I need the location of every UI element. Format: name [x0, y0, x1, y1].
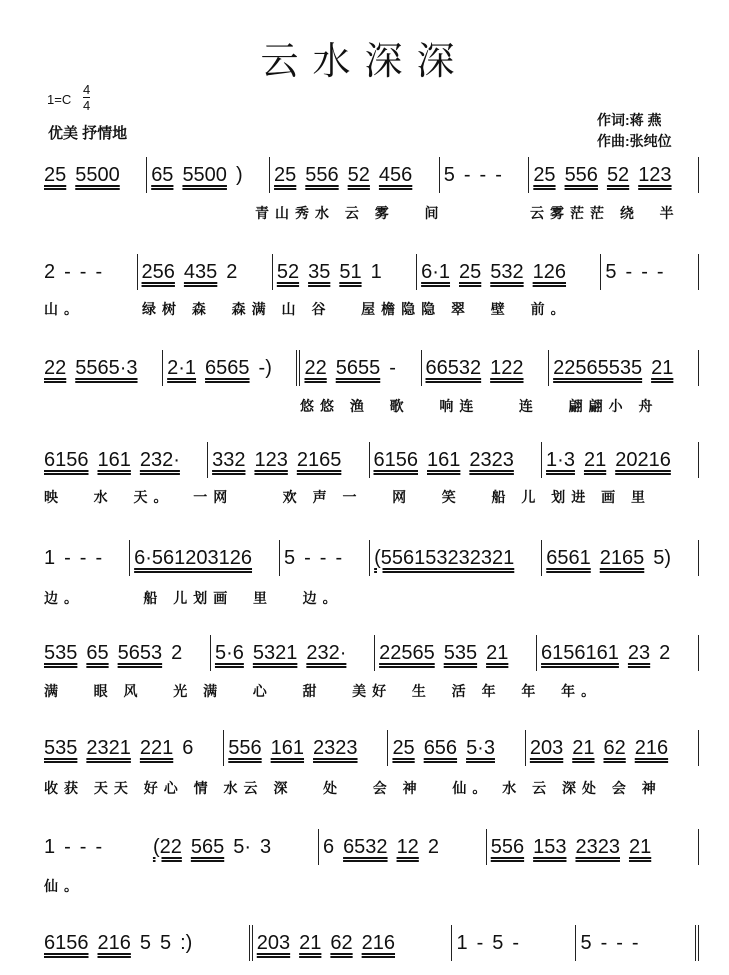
measure [44, 829, 149, 865]
note-group: 535 [44, 641, 78, 664]
note-group: 5321 [252, 641, 298, 664]
note-group: 203 [256, 931, 291, 954]
note-group: - [319, 546, 327, 569]
measure [270, 157, 440, 193]
note-group: - [389, 356, 396, 379]
staff-row [44, 155, 699, 195]
note-group: 2 [44, 260, 56, 283]
note-group: 1 [44, 835, 56, 858]
note-group: 2165 [599, 546, 645, 569]
note-group: 66532 [425, 356, 482, 379]
note-group: 2 [226, 260, 238, 283]
measure [370, 540, 542, 576]
note-group: 12 [396, 835, 419, 858]
note-group: - [79, 546, 87, 569]
measure [300, 350, 421, 386]
note-group: - [600, 931, 608, 954]
note-group: 5 [492, 931, 504, 954]
note-group: 535 [44, 736, 78, 759]
note-group: 5 [443, 163, 455, 186]
note-group: 6565 [205, 356, 250, 379]
note-group: 22565 [379, 641, 435, 664]
note-group: 556 [228, 736, 262, 759]
measure [211, 635, 375, 671]
measure [375, 635, 537, 671]
measure [208, 442, 369, 478]
note-group: - [95, 835, 103, 858]
note-group: 21 [572, 736, 595, 759]
measure [422, 350, 550, 386]
note-group: 2323 [469, 448, 514, 471]
note-group: 216 [634, 736, 669, 759]
note-group: 5565·3 [75, 356, 138, 379]
note-group: 2165 [296, 448, 342, 471]
measure [130, 540, 280, 576]
note-group: 21 [583, 448, 607, 471]
measure [601, 254, 699, 290]
lyric-line: 映 水 天。 一网 欢 声 一 网 笑 船 儿 划进 画 里 [44, 489, 652, 505]
tempo-marking: 优美 抒情地 [48, 125, 128, 142]
note-group: 5 [139, 931, 151, 954]
staff-row [44, 252, 699, 292]
note-group: 6 [182, 736, 194, 759]
lyric-line: 仙。 [44, 878, 84, 894]
note-group: - [95, 260, 103, 283]
measure [319, 829, 487, 865]
measure [388, 730, 525, 766]
staff-row [44, 348, 699, 388]
note-group: 6·561203126 [134, 546, 253, 569]
measure [417, 254, 601, 290]
key-signature: 1=C [47, 92, 72, 107]
note-group: 123 [638, 163, 672, 186]
note-group: - [479, 163, 487, 186]
note-group: :) [180, 931, 193, 954]
composer-credit: 作曲:张纯位 [597, 133, 672, 149]
note-group: 2321 [86, 736, 131, 759]
note-group: 5 [160, 931, 172, 954]
note-group: 556 [305, 163, 339, 186]
note-group: 5· [233, 835, 252, 858]
note-group: 5500 [182, 163, 227, 186]
measure [44, 442, 208, 478]
note-group: 126 [532, 260, 567, 283]
note-group: - [79, 260, 87, 283]
time-signature [83, 82, 90, 113]
note-group: 5 [580, 931, 592, 954]
time-signature-top: 4 [83, 82, 91, 97]
note-group: 2·1 [167, 356, 197, 379]
measure [542, 442, 699, 478]
staff-row [44, 728, 699, 768]
note-group: 556 [490, 835, 525, 858]
lyric-line: 悠悠 渔 歌 响连 连 翩翩小 舟 [300, 398, 659, 414]
note-group: - [476, 931, 484, 954]
note-group: 22 [44, 356, 67, 379]
note-group: (22 [152, 835, 182, 858]
lyric-line: 云雾茫茫 绕 半 [530, 205, 680, 221]
note-group: 216 [361, 931, 396, 954]
note-group: 6·1 [421, 260, 451, 283]
note-group: 1 [456, 931, 468, 954]
note-group: ) [235, 163, 243, 186]
measure [253, 925, 453, 961]
note-group: 51 [339, 260, 362, 283]
measure [440, 157, 530, 193]
note-group: 232· [139, 448, 180, 471]
note-group: 6 [322, 835, 335, 858]
note-group: - [616, 931, 623, 954]
note-group: 6561 [546, 546, 591, 569]
time-signature-bottom: 4 [83, 98, 91, 113]
measure [44, 540, 130, 576]
note-group: 1 [44, 546, 56, 569]
measure [452, 925, 576, 961]
lyric-line: 收获 天天 好心 情 水云 深 处 会 神 仙。 水 云 深处 会 神 [44, 780, 662, 796]
note-group: - [625, 260, 633, 283]
measure [44, 254, 138, 290]
note-group: 22565535 [553, 356, 643, 379]
note-group: 2323 [313, 736, 358, 759]
note-group: 62 [330, 931, 353, 954]
lyric-line: 青山秀水 云 雾 间 [255, 205, 445, 221]
note-group: (556153232321 [374, 546, 515, 569]
note-group: - [64, 260, 71, 283]
note-group: 656 [423, 736, 458, 759]
note-group: - [463, 163, 471, 186]
measure [44, 635, 211, 671]
lyric-line: 边。 船 儿划画 里 边。 [44, 590, 343, 606]
note-group: 65 [86, 641, 109, 664]
staff-row [44, 440, 699, 480]
note-group: 35 [308, 260, 331, 283]
note-group: - [495, 163, 502, 186]
note-group: - [95, 546, 103, 569]
note-group: 52 [347, 163, 370, 186]
note-group: 565 [190, 835, 225, 858]
measure [44, 350, 163, 386]
staff-row [44, 827, 699, 867]
note-group: 153 [533, 835, 567, 858]
note-group: - [64, 835, 71, 858]
note-group: 6156 [44, 448, 89, 471]
measure [138, 254, 273, 290]
measure [44, 730, 224, 766]
measure [163, 350, 300, 386]
measure [44, 925, 253, 961]
lyric-line: 山。 [44, 301, 84, 317]
note-group: 161 [270, 736, 305, 759]
note-group: - [304, 546, 311, 569]
measure [273, 254, 417, 290]
measure [537, 635, 699, 671]
note-group: 20216 [615, 448, 671, 471]
note-group: 25 [533, 163, 556, 186]
note-group: 5·3 [466, 736, 495, 759]
note-group: 221 [139, 736, 174, 759]
note-group: 22 [304, 356, 327, 379]
note-group: 161 [97, 448, 131, 471]
note-group: 2 [659, 641, 671, 664]
note-group: 332 [212, 448, 246, 471]
note-group: 6532 [343, 835, 388, 858]
note-group: 216 [97, 931, 131, 954]
note-group: 21 [486, 641, 509, 664]
note-group: 5 [605, 260, 617, 283]
note-group: 256 [141, 260, 175, 283]
song-title: 云水深深 [260, 39, 469, 83]
note-group: 122 [490, 356, 524, 379]
note-group: 65 [151, 163, 174, 186]
note-group: - [64, 546, 71, 569]
note-group: 5655 [335, 356, 381, 379]
measure [542, 540, 699, 576]
note-group: 6156 [44, 931, 89, 954]
note-group: 556 [564, 163, 598, 186]
note-group: 21 [299, 931, 322, 954]
note-group: 1 [370, 260, 382, 283]
measure [44, 157, 147, 193]
note-group: 25 [44, 163, 67, 186]
note-group: - [512, 931, 520, 954]
note-group: 5500 [75, 163, 120, 186]
note-group: 5·6 [214, 641, 244, 664]
note-group: 435 [183, 260, 218, 283]
note-group: 6156161 [541, 641, 619, 664]
measure [280, 540, 370, 576]
measure [370, 442, 543, 478]
measure [224, 730, 388, 766]
note-group: 5) [653, 546, 672, 569]
note-group: 535 [443, 641, 478, 664]
note-group: 1·3 [546, 448, 575, 471]
note-group: 25 [274, 163, 297, 186]
note-group: 203 [529, 736, 564, 759]
staff-row [44, 633, 699, 673]
note-group: 5 [284, 546, 296, 569]
note-group: 161 [427, 448, 461, 471]
note-group: 21 [651, 356, 674, 379]
note-group: - [656, 260, 664, 283]
note-group: -) [258, 356, 272, 379]
measure [149, 829, 319, 865]
note-group: 25 [459, 260, 482, 283]
note-group: 6156 [373, 448, 418, 471]
note-group: 123 [254, 448, 288, 471]
measure [487, 829, 699, 865]
note-group: 52 [606, 163, 630, 186]
note-group: 3 [260, 835, 272, 858]
note-group: 23 [627, 641, 651, 664]
note-group: 2323 [575, 835, 620, 858]
measure [549, 350, 699, 386]
staff-row [44, 538, 699, 578]
note-group: - [79, 835, 87, 858]
note-group: - [631, 931, 639, 954]
measure [576, 925, 699, 961]
note-group: - [335, 546, 343, 569]
measure [526, 730, 699, 766]
measure [147, 157, 270, 193]
lyric-line: 绿树 森 森满 山 谷 屋檐隐隐 翠 壁 前。 [142, 301, 571, 317]
note-group: 532 [490, 260, 524, 283]
note-group: 25 [392, 736, 415, 759]
note-group: 2 [171, 641, 183, 664]
note-group: 2 [427, 835, 439, 858]
staff-row [44, 923, 699, 963]
note-group: - [641, 260, 648, 283]
note-group: 5653 [117, 641, 163, 664]
lyricist-credit: 作词:蒋 燕 [597, 112, 662, 128]
note-group: 62 [603, 736, 626, 759]
measure [529, 157, 699, 193]
note-group: 232· [306, 641, 347, 664]
note-group: 456 [378, 163, 413, 186]
note-group: 52 [276, 260, 300, 283]
note-group: 21 [628, 835, 652, 858]
lyric-line: 满 眼 风 光 满 心 甜 美好 生 活 年 年 年。 [44, 683, 602, 699]
